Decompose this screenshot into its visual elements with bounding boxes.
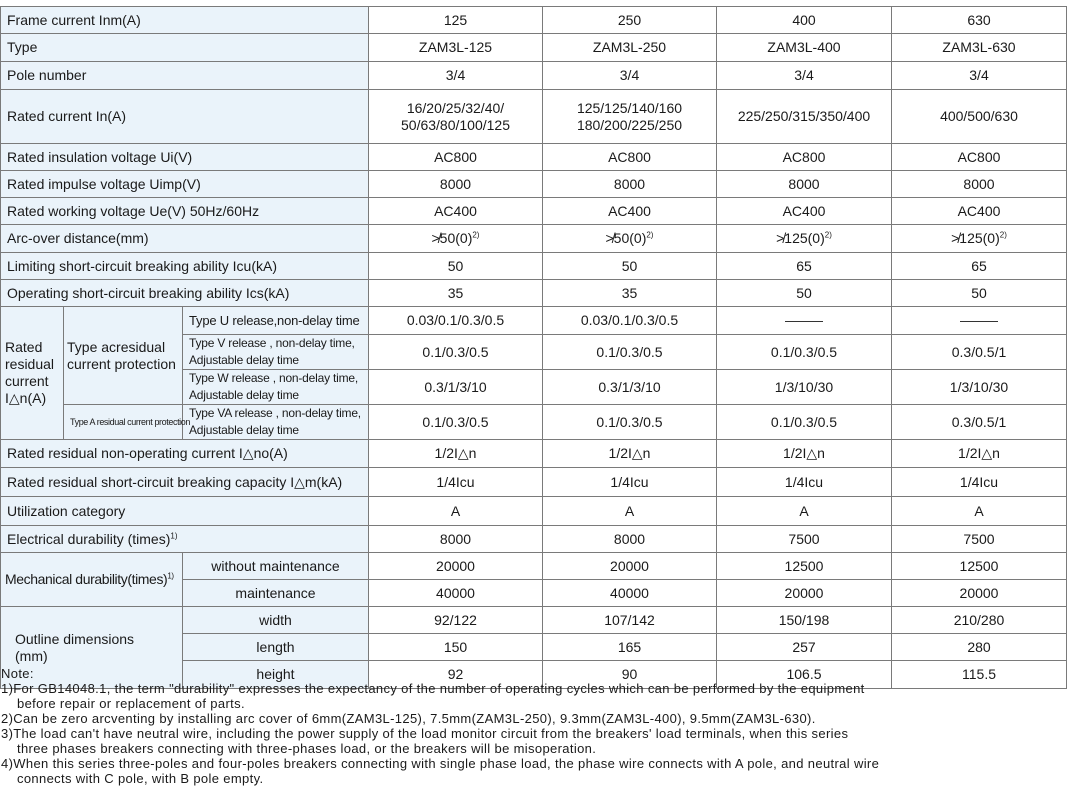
cell: 50 <box>369 253 543 280</box>
cell: 7500 <box>717 526 892 553</box>
cell: AC800 <box>369 144 543 171</box>
cell-line: 50/63/80/100/125 <box>401 116 510 133</box>
cell <box>369 90 543 144</box>
cell: 1/4Icu <box>369 468 543 497</box>
row-outline-width <box>1 607 1067 634</box>
cell-text: ≯125(0) <box>776 230 825 246</box>
cell <box>892 90 1067 144</box>
note-ref: 2) <box>999 230 1007 240</box>
cell: 1/3/10/30 <box>892 370 1067 405</box>
cell: 1/2I△n <box>892 440 1067 468</box>
label-type-a-residual: Type A residual current protection <box>64 405 183 440</box>
cell: 1/2I△n <box>543 440 717 468</box>
cell: AC400 <box>892 198 1067 225</box>
row-icu <box>1 253 1067 280</box>
label-height: height <box>183 661 369 689</box>
cell: AC800 <box>543 144 717 171</box>
cell: 8000 <box>543 171 717 198</box>
cell: 65 <box>717 253 892 280</box>
cell: 50 <box>717 280 892 307</box>
cell: 20000 <box>543 553 717 580</box>
cell-text: ≯50(0) <box>605 230 647 246</box>
cell: 20000 <box>892 580 1067 607</box>
cell: 0.1/0.3/0.5 <box>717 405 892 440</box>
cell: 65 <box>892 253 1067 280</box>
cell: 107/142 <box>543 607 717 634</box>
cell: 250 <box>543 7 717 34</box>
cell-dash <box>892 307 1067 335</box>
row-pole-number <box>1 62 1067 90</box>
row-insulation-voltage <box>1 144 1067 171</box>
row-rated-current <box>1 90 1067 144</box>
label-maintenance: maintenance <box>183 580 369 607</box>
notes-title: Note: <box>1 666 34 681</box>
row-residual-breaking <box>1 468 1067 497</box>
note-ref: 1) <box>170 530 178 540</box>
label-width: width <box>183 607 369 634</box>
label-line: current <box>5 373 49 389</box>
label-non-operating: Rated residual non-operating current I△no(A) <box>1 440 369 468</box>
label-type-u-release: Type U release,non-delay time <box>183 307 369 335</box>
row-mech-without <box>1 553 1067 580</box>
cell <box>369 225 543 253</box>
row-utilization <box>1 497 1067 526</box>
label-residual-group <box>1 307 64 440</box>
cell: 92 <box>369 661 543 689</box>
label-line: I△n(A) <box>5 390 47 406</box>
label-arc-over: Arc-over distance(mm) <box>1 225 369 253</box>
cell: 150/198 <box>717 607 892 634</box>
cell: 0.3/1/3/10 <box>369 370 543 405</box>
cell-text: ≯50(0) <box>431 230 473 246</box>
cell: AC800 <box>892 144 1067 171</box>
cell: 7500 <box>892 526 1067 553</box>
cell: 0.03/0.1/0.3/0.5 <box>369 307 543 335</box>
label-line: Rated <box>5 339 43 355</box>
cell: 0.3/0.5/1 <box>892 405 1067 440</box>
cell: 1/4Icu <box>717 468 892 497</box>
label-line: residual <box>5 356 55 372</box>
cell: 35 <box>369 280 543 307</box>
notes <box>1 666 1065 786</box>
cell: 20000 <box>717 580 892 607</box>
cell: 1/2I△n <box>717 440 892 468</box>
cell: 0.1/0.3/0.5 <box>543 335 717 370</box>
cell: 0.3/0.5/1 <box>892 335 1067 370</box>
label-frame-current: Frame current Inm(A) <box>1 7 369 34</box>
cell: 0.03/0.1/0.3/0.5 <box>543 307 717 335</box>
cell: 0.1/0.3/0.5 <box>717 335 892 370</box>
dash-mark <box>960 321 998 322</box>
cell: 150 <box>369 634 543 661</box>
cell: AC800 <box>717 144 892 171</box>
label-pole-number: Pole number <box>1 62 369 90</box>
row-type <box>1 34 1067 62</box>
label-line: Outline dimensions <box>15 630 135 647</box>
label-working-voltage: Rated working voltage Ue(V) 50Hz/60Hz <box>1 198 369 225</box>
label-line: Type V release , non-delay time, <box>189 336 355 350</box>
row-residual-va <box>1 405 1067 440</box>
cell: 50 <box>543 253 717 280</box>
cell: 0.1/0.3/0.5 <box>543 405 717 440</box>
cell: 210/280 <box>892 607 1067 634</box>
cell <box>543 225 717 253</box>
cell: 630 <box>892 7 1067 34</box>
cell-line: 180/200/225/250 <box>576 116 683 133</box>
cell: A <box>717 497 892 526</box>
cell: ZAM3L-400 <box>717 34 892 62</box>
row-ics <box>1 280 1067 307</box>
note-ref: 2) <box>472 230 480 240</box>
cell: 92/122 <box>369 607 543 634</box>
cell: 106.5 <box>717 661 892 689</box>
label-ics: Operating short-circuit breaking ability Ics(kA) <box>1 280 369 307</box>
label-text: Electrical durability (times) <box>7 530 171 547</box>
cell: 20000 <box>369 553 543 580</box>
cell-dash <box>717 307 892 335</box>
cell: 90 <box>543 661 717 689</box>
note-4: 4)When this series three-poles and four-poles breakers connecting with single phase load, the phase wire connects with A pole, and neutral wire <box>1 756 880 771</box>
note-ref: 1) <box>167 571 174 581</box>
label-line: Adjustable delay time <box>189 388 299 402</box>
note-1-cont: before repair or replacement of parts. <box>17 696 245 711</box>
cell: 12500 <box>717 553 892 580</box>
cell: 3/4 <box>717 62 892 90</box>
cell: 35 <box>543 280 717 307</box>
cell: 1/4Icu <box>892 468 1067 497</box>
label-line: (mm) <box>15 647 48 664</box>
cell: A <box>892 497 1067 526</box>
cell <box>543 90 717 144</box>
cell <box>717 225 892 253</box>
note-3-cont: three phases breakers connecting with three-phases load, or the breakers will be misoperation. <box>17 741 597 756</box>
cell <box>892 225 1067 253</box>
label-text: Mechanical durability(times) <box>5 571 168 587</box>
label-line: Type acresidual <box>67 338 166 355</box>
label-mechanical-durability <box>1 553 183 607</box>
label-insulation-voltage: Rated insulation voltage Ui(V) <box>1 144 369 171</box>
row-working-voltage <box>1 198 1067 225</box>
cell: 1/4Icu <box>543 468 717 497</box>
cell: 8000 <box>369 171 543 198</box>
cell: 3/4 <box>892 62 1067 90</box>
note-3: 3)The load can't have neutral wire, including the power supply of the load monitor circuit from the breakers' load terminals, when this series <box>1 726 849 741</box>
note-ref: 2) <box>646 230 654 240</box>
spec-table <box>0 6 1067 689</box>
cell: AC400 <box>717 198 892 225</box>
cell: ZAM3L-630 <box>892 34 1067 62</box>
label-line: Adjustable delay time <box>189 353 299 367</box>
cell: 40000 <box>369 580 543 607</box>
cell-text: ≯125(0) <box>951 230 1000 246</box>
cell: 12500 <box>892 553 1067 580</box>
label-line: Type W release , non-delay time, <box>189 371 359 385</box>
label-line: current protection <box>67 355 176 372</box>
cell: 257 <box>717 634 892 661</box>
cell: 0.1/0.3/0.5 <box>369 405 543 440</box>
note-4-cont: connects with C pole, with B pole empty. <box>17 771 264 786</box>
note-2: 2)Can be zero arcventing by installing arc cover of 6mm(ZAM3L-125), 7.5mm(ZAM3L-250), 9.3mm(ZAM3L-400), 9.5mm(ZAM3L-630). <box>1 711 816 726</box>
label-type: Type <box>1 34 369 62</box>
label-rated-current: Rated current In(A) <box>1 90 369 144</box>
cell-line: 125/125/140/160 <box>576 99 683 116</box>
row-residual-u <box>1 307 1067 335</box>
cell-line: 16/20/25/32/40/ <box>406 99 505 116</box>
label-electrical-durability <box>1 526 369 553</box>
label-line: Adjustable delay time <box>189 423 299 437</box>
cell: 0.1/0.3/0.5 <box>369 335 543 370</box>
cell: 1/3/10/30 <box>717 370 892 405</box>
label-type-acresidual <box>64 307 183 405</box>
cell: A <box>369 497 543 526</box>
note-1: 1)For GB14048.1, the term "durability" expresses the expectancy of the number of operating cycles which can be performed by the equipment <box>1 681 865 696</box>
row-non-operating <box>1 440 1067 468</box>
label-line: Type VA release , non-delay time, <box>189 406 361 420</box>
label-residual-breaking: Rated residual short-circuit breaking capacity I△m(kA) <box>1 468 369 497</box>
cell <box>717 90 892 144</box>
cell: A <box>543 497 717 526</box>
cell: 3/4 <box>543 62 717 90</box>
cell: 40000 <box>543 580 717 607</box>
row-electrical-durability <box>1 526 1067 553</box>
cell: ZAM3L-125 <box>369 34 543 62</box>
cell-line: 225/250/315/350/400 <box>737 108 871 124</box>
dash-mark <box>785 321 823 322</box>
label-type-va-release <box>183 405 369 440</box>
cell: AC400 <box>543 198 717 225</box>
label-utilization: Utilization category <box>1 497 369 526</box>
label-type-w-release <box>183 370 369 405</box>
label-length: length <box>183 634 369 661</box>
cell: 0.3/1/3/10 <box>543 370 717 405</box>
label-impulse-voltage: Rated impulse voltage Uimp(V) <box>1 171 369 198</box>
row-frame-current <box>1 7 1067 34</box>
cell: 3/4 <box>369 62 543 90</box>
cell: 400 <box>717 7 892 34</box>
cell: 115.5 <box>892 661 1067 689</box>
cell: 8000 <box>892 171 1067 198</box>
label-type-v-release <box>183 335 369 370</box>
label-without-maintenance: without maintenance <box>183 553 369 580</box>
cell: AC400 <box>369 198 543 225</box>
cell: 280 <box>892 634 1067 661</box>
note-ref: 2) <box>824 230 832 240</box>
cell: 8000 <box>543 526 717 553</box>
cell: ZAM3L-250 <box>543 34 717 62</box>
cell: 8000 <box>717 171 892 198</box>
row-arc-over <box>1 225 1067 253</box>
label-icu: Limiting short-circuit breaking ability Icu(kA) <box>1 253 369 280</box>
cell: 165 <box>543 634 717 661</box>
cell: 50 <box>892 280 1067 307</box>
row-impulse-voltage <box>1 171 1067 198</box>
cell: 1/2I△n <box>369 440 543 468</box>
cell-line: 400/500/630 <box>940 108 1018 124</box>
cell: 8000 <box>369 526 543 553</box>
cell: 125 <box>369 7 543 34</box>
